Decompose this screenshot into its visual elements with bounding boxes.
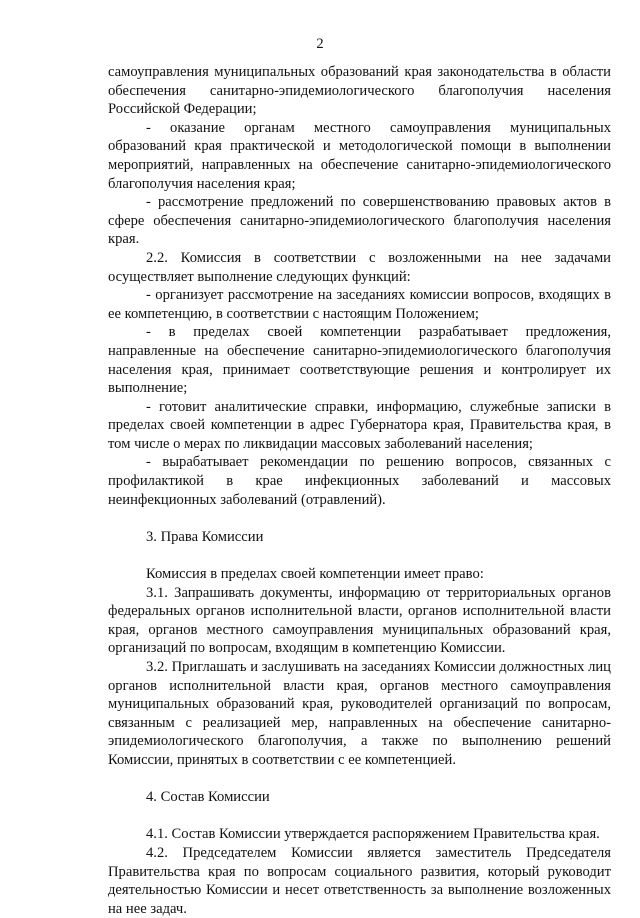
page-number: 2: [316, 36, 324, 52]
paragraph-4-2: 4.2. Председателем Комиссии является заместитель Председателя Правительства края по вопросам социального развития, который руководит деятельностью Комиссии и несет ответственность за выполнение возложенных на нее задач.: [108, 844, 611, 917]
section-3-intro: Комиссия в пределах своей компетенции имеет право:: [146, 566, 484, 583]
paragraph-bullet-proposals: - рассмотрение предложений по совершенствованию правовых актов в сфере обеспечения санитарно-эпидемиологического благополучия населения края.: [108, 194, 611, 248]
paragraph-bullet-organizes: - организует рассмотрение на заседаниях комиссии вопросов, входящих в ее компетенцию, в соответствии с настоящим Положением;: [108, 287, 611, 322]
paragraph-bullet-develops: - в пределах своей компетенции разрабатывает предложения, направленные на обеспечение санитарно-эпидемиологического благополучия населения края, принимает соответствующие решения и контролирует их выполнение;: [108, 324, 611, 397]
paragraph-2-2: 2.2. Комиссия в соответствии с возложенными на нее задачами осуществляет выполнение следующих функций:: [108, 249, 611, 285]
document-body: [108, 63, 611, 918]
section-4-heading: 4. Состав Комиссии: [146, 789, 270, 806]
paragraph-3-2: 3.2. Приглашать и заслушивать на заседаниях Комиссии должностных лиц органов исполнительной власти края, органов местного самоуправления муниципальных образований края, руководителей организаций по вопросам, связанным с реализацией мер, направленных на обеспечение санитарно-эпидемиологического благополучия, а также по выполнению решений Комиссии, принятых в соответствии с ее компетенцией.: [108, 659, 611, 768]
paragraph-3-1: 3.1. Запрашивать документы, информацию от территориальных органов федеральных органов исполнительной власти, органов исполнительной власти края, органов местного самоуправления муниципальных образований края, организаций по вопросам, входящим в компетенцию Комиссии.: [108, 584, 611, 657]
paragraph-continuation: самоуправления муниципальных образований края законодательства в области обеспечения санитарно-эпидемиологического благополучия населения Российской Федерации;: [108, 64, 611, 118]
paragraph-4-1: 4.1. Состав Комиссии утверждается распоряжением Правительства края.: [146, 826, 600, 843]
paragraph-bullet-assistance: - оказание органам местного самоуправления муниципальных образований края практической и методологической помощи в выполнении мероприятий, направленных на обеспечение санитарно-эпидемиологического благополучия населения края;: [108, 119, 611, 192]
paragraph-bullet-recommendations: - вырабатывает рекомендации по решению вопросов, связанных с профилактикой в крае инфекционных заболеваний и массовых неинфекционных заболеваний (отравлений).: [108, 454, 611, 508]
paragraph-bullet-prepares: - готовит аналитические справки, информацию, служебные записки в пределах своей компетенции в адрес Губернатора края, Правительства края, в том числе о мерах по ликвидации массовых заболеваний населения;: [108, 398, 611, 452]
section-3-heading: 3. Права Комиссии: [146, 528, 264, 545]
